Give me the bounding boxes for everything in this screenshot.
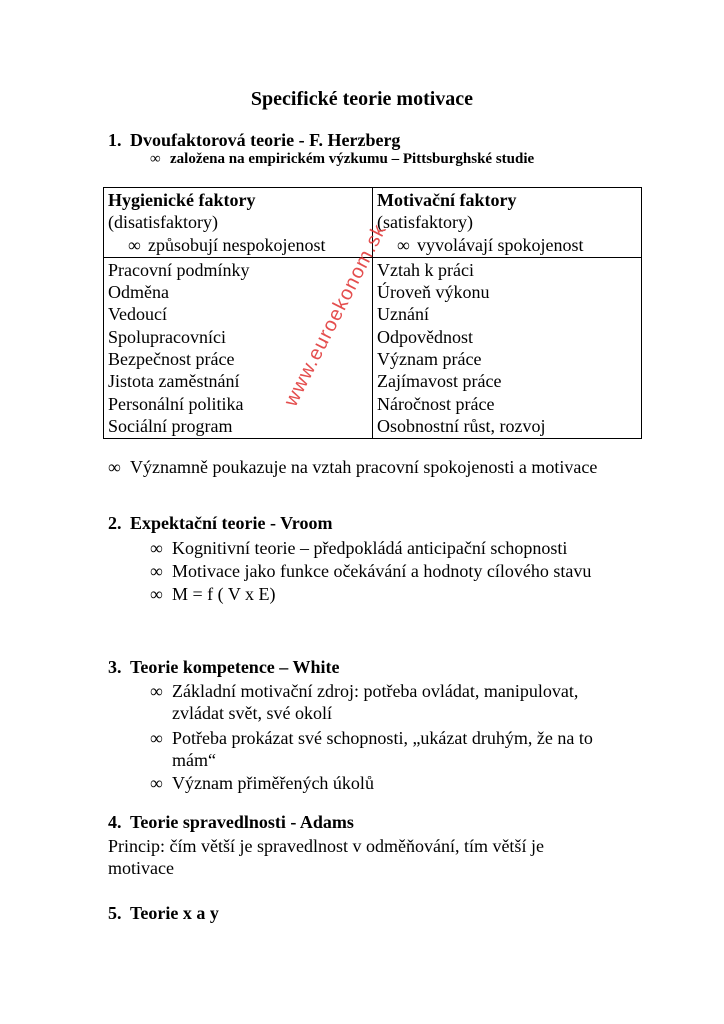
hygiene-header — [104, 188, 373, 258]
motivation-note — [377, 234, 637, 256]
list-item: Bezpečnost práce — [108, 349, 235, 370]
list-item: Odpovědnost — [377, 326, 473, 347]
section-4-text — [108, 835, 628, 879]
section-2-heading — [108, 513, 332, 534]
list-item: Sociální program — [108, 415, 233, 436]
section-1-note — [150, 151, 534, 168]
list-item: Jistota zaměstnání — [108, 371, 240, 392]
page-title: Specifické teorie motivace — [250, 88, 474, 110]
list-item — [150, 772, 374, 794]
section-number: 1. — [108, 130, 122, 150]
bullet-text: zvládat svět, své okolí — [172, 703, 332, 723]
bullet-text: Potřeba prokázat své schopnosti, „ukázat druhým, že na to — [172, 728, 593, 748]
motivation-subtitle: (satisfaktory) — [377, 212, 473, 233]
infinity-bullet-icon: ∞ — [150, 681, 163, 701]
infinity-bullet-icon: ∞ — [150, 561, 163, 581]
infinity-bullet-icon: ∞ — [397, 234, 410, 255]
list-item: Vedoucí — [108, 304, 167, 325]
infinity-bullet-icon: ∞ — [150, 584, 163, 604]
section-title: Expektační teorie - Vroom — [130, 513, 333, 533]
paragraph-line: Princip: čím větší je spravedlnost v odměňování, tím větší je — [108, 836, 544, 856]
list-item: Osobnostní růst, rozvoj — [377, 415, 546, 436]
motivation-title: Motivační faktory — [377, 190, 517, 210]
list-item: Význam práce — [377, 349, 482, 370]
note-text: způsobují nespokojenost — [148, 234, 326, 255]
infinity-bullet-icon: ∞ — [150, 773, 163, 793]
watermark: www.euroekonom.sk — [280, 220, 392, 410]
list-item: Úroveň výkonu — [377, 282, 490, 303]
infinity-bullet-icon: ∞ — [108, 457, 121, 477]
hygiene-title: Hygienické faktory — [108, 190, 256, 210]
section-title: Teorie spravedlnosti - Adams — [130, 812, 354, 832]
list-item — [150, 727, 593, 771]
list-item: Personální politika — [108, 393, 244, 414]
infinity-bullet-icon: ∞ — [150, 538, 163, 558]
list-item: Uznání — [377, 304, 429, 325]
infinity-bullet-icon: ∞ — [128, 234, 141, 255]
section-number: 2. — [108, 513, 122, 533]
bullet-text: mám“ — [172, 750, 216, 770]
list-item — [150, 583, 275, 605]
list-item — [150, 537, 567, 559]
paragraph-line: motivace — [108, 858, 174, 878]
list-item — [150, 560, 591, 582]
list-item: Pracovní podmínky — [108, 259, 250, 280]
bullet-text: Kognitivní teorie – předpokládá anticipační schopnosti — [172, 538, 568, 558]
section-title: Teorie x a y — [130, 903, 219, 923]
bullet-text: M = f ( V x E) — [172, 584, 276, 604]
section-1-heading — [108, 130, 400, 151]
section-number: 3. — [108, 657, 122, 677]
bullet-text: Základní motivační zdroj: potřeba ovládat, manipulovat, — [172, 681, 579, 701]
section-number: 4. — [108, 812, 122, 832]
list-item: Vztah k práci — [377, 259, 474, 280]
hygiene-subtitle: (disatisfaktory) — [108, 212, 218, 233]
section-title: Dvoufaktorová teorie - F. Herzberg — [130, 130, 401, 150]
bullet-text: Význam přiměřených úkolů — [172, 773, 374, 793]
note-text: založena na empirickém výzkumu – Pittsburghské studie — [170, 151, 535, 167]
motivation-header — [373, 188, 642, 258]
section-4-heading — [108, 812, 354, 833]
section-3-heading — [108, 657, 339, 678]
note-text: vyvolávají spokojenost — [417, 234, 584, 255]
section-5-heading — [108, 903, 219, 924]
table-body-row — [104, 257, 642, 438]
list-item: Náročnost práce — [377, 393, 495, 414]
section-title: Teorie kompetence – White — [130, 657, 340, 677]
hygiene-note — [108, 234, 368, 256]
list-item — [150, 680, 578, 724]
section-number: 5. — [108, 903, 122, 923]
list-item: Zajímavost práce — [377, 371, 502, 392]
infinity-bullet-icon: ∞ — [150, 151, 161, 167]
conclusion-text: Významně poukazuje na vztah pracovní spokojenosti a motivace — [130, 457, 598, 477]
infinity-bullet-icon: ∞ — [150, 728, 163, 748]
list-item: Spolupracovníci — [108, 326, 226, 347]
bullet-text: Motivace jako funkce očekávání a hodnoty cílového stavu — [172, 561, 592, 581]
section-1-conclusion — [108, 456, 597, 478]
list-item: Odměna — [108, 282, 169, 303]
motivation-list — [373, 257, 642, 438]
